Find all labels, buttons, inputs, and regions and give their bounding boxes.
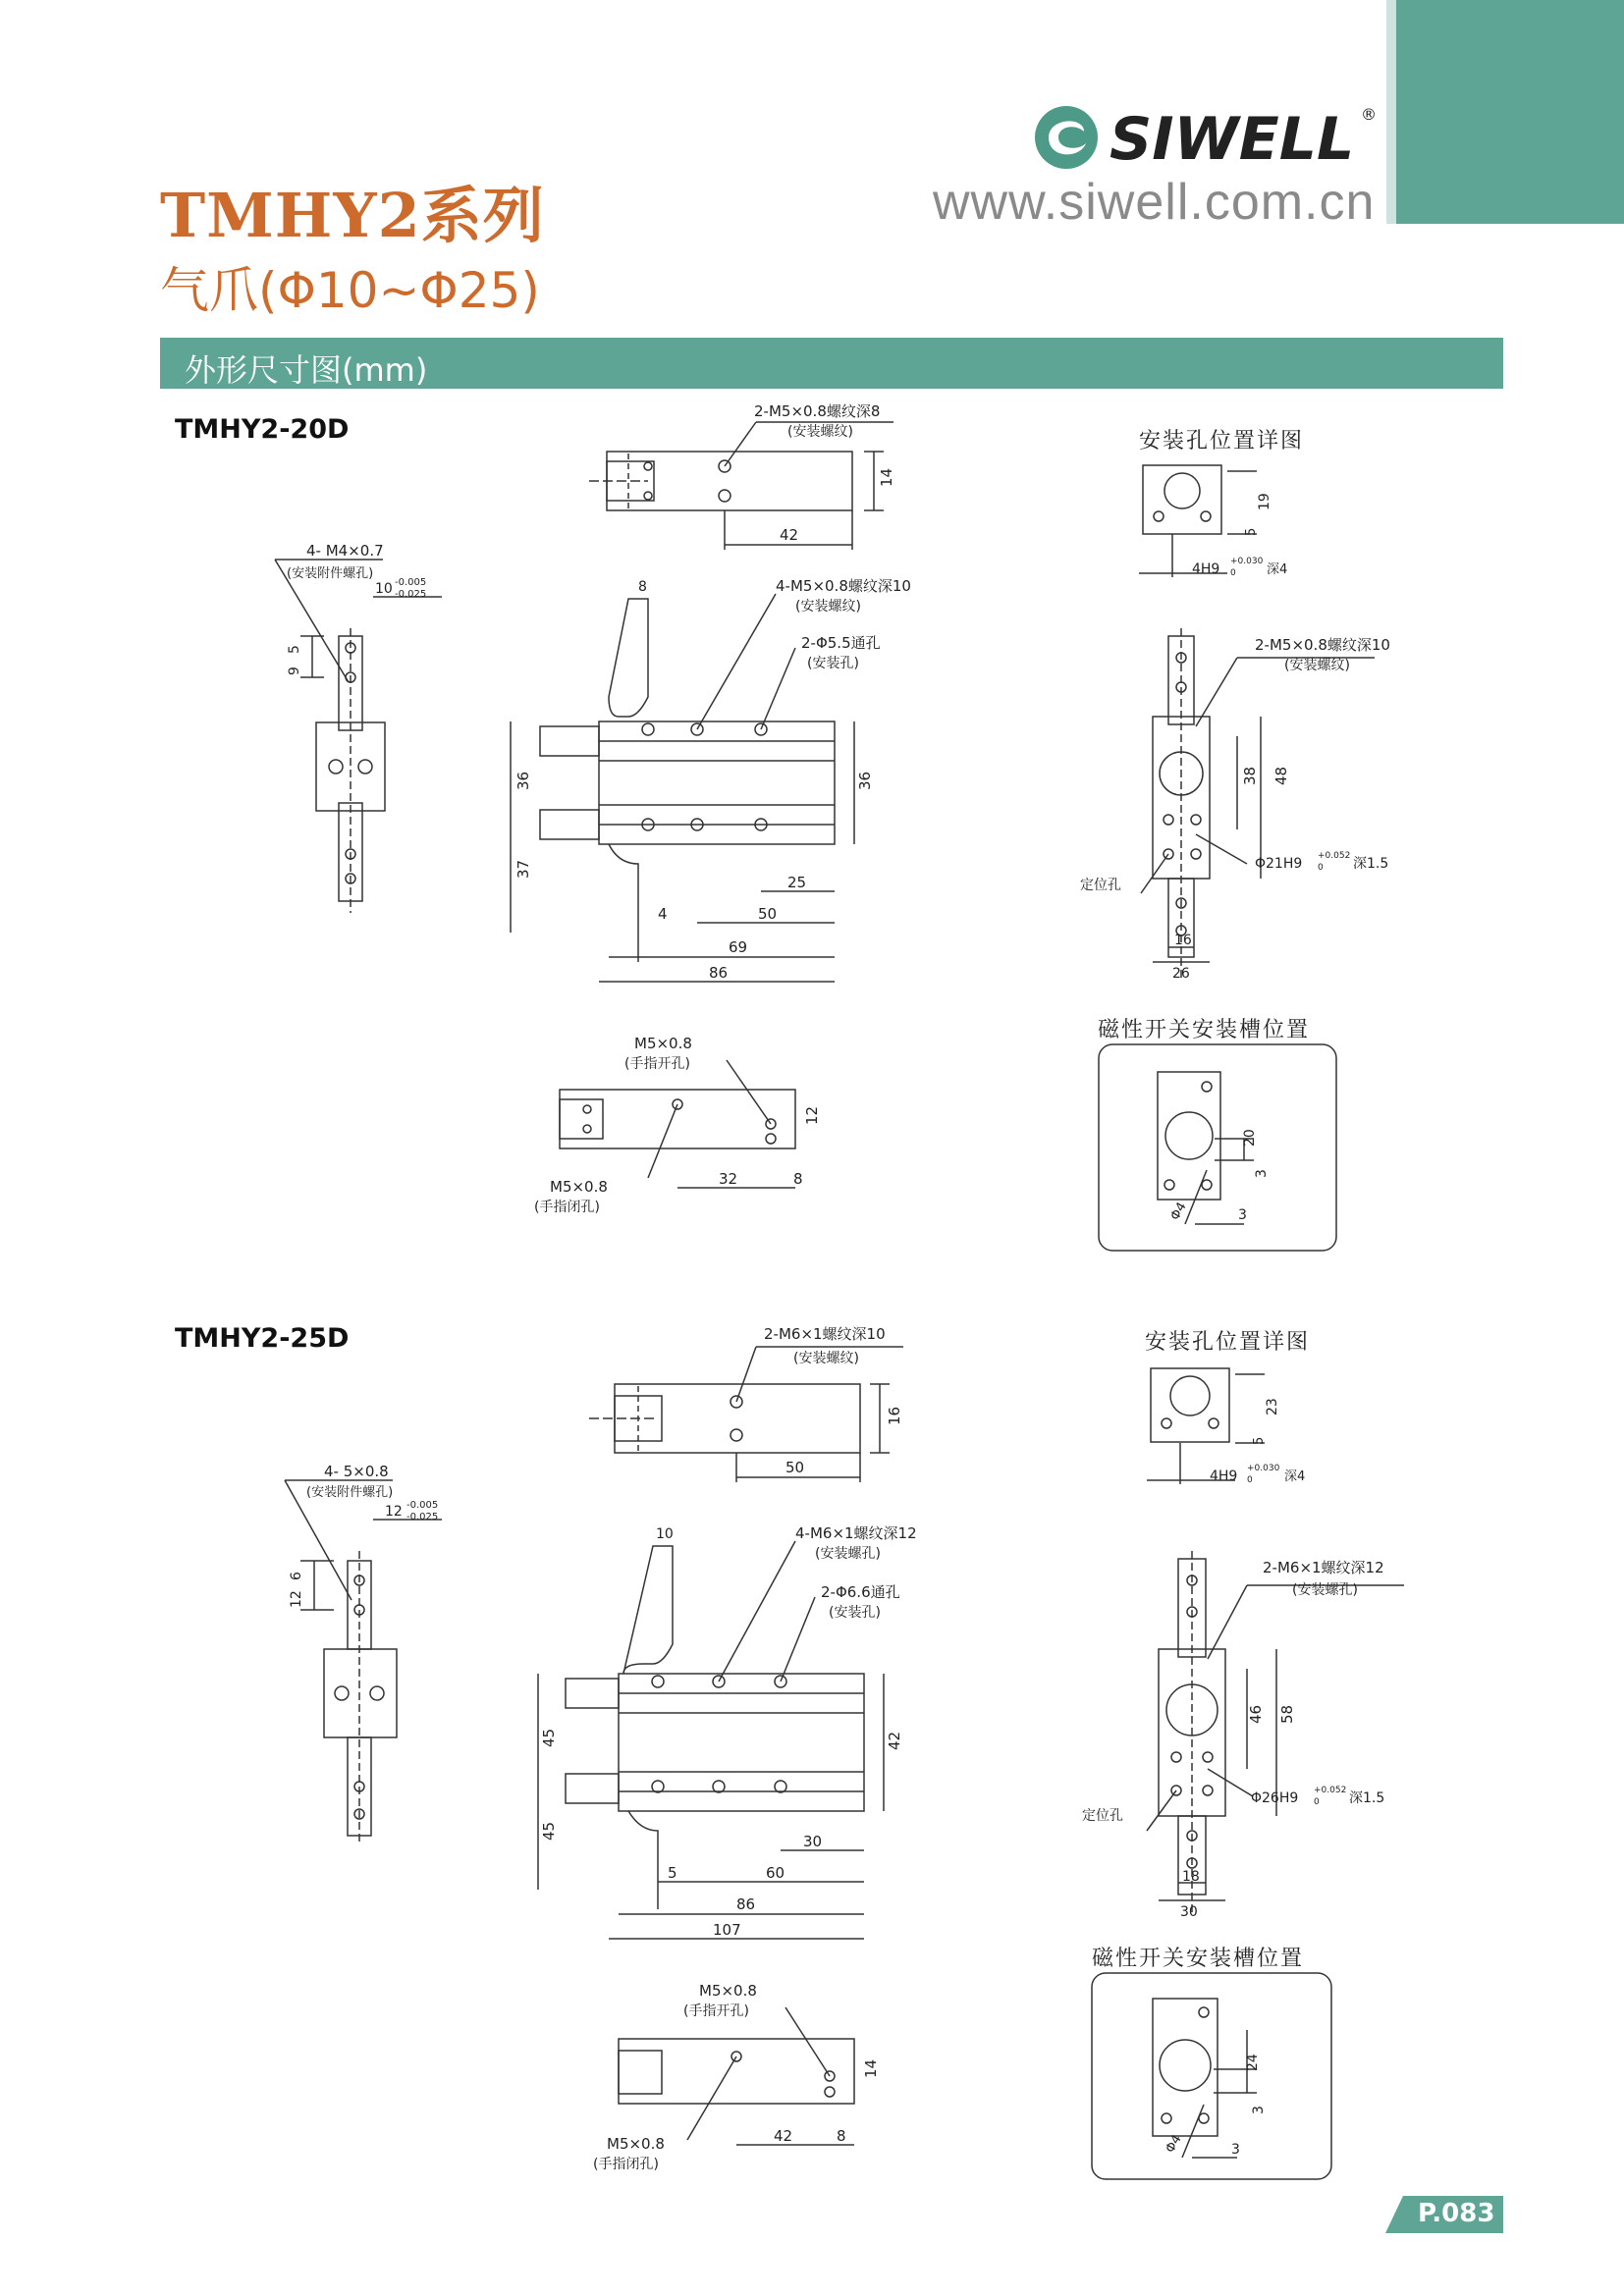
main-dim-d69-20: 69 [729,938,748,956]
top-dim-h-25: 16 [886,1406,903,1425]
side-dim-a-20: 5 [287,645,302,654]
side-callout-25: 4- 5×0.8 [324,1463,389,1480]
finger-open-note-20: (手指开孔) [624,1056,690,1072]
main-dim-d50-20: 50 [758,905,778,923]
main-dim-left-lower-20: 37 [514,859,532,879]
main-dim-d4-20: 4 [658,905,668,923]
end-locating-25: 定位孔 [1082,1808,1123,1824]
switch-slot-20 [1097,1042,1338,1253]
main-dim-d69-25: 86 [736,1896,756,1913]
main-callout-1-note-25: (安装螺孔) [815,1546,881,1562]
end-dim-b-20: 48 [1272,766,1290,785]
switch-slot-25 [1090,1971,1333,2181]
finger-dim-h-25: 14 [862,2058,880,2078]
side-callout-note-25: (安装附件螺孔) [306,1485,394,1500]
main-dim-d25-20: 25 [787,874,807,891]
end-bore-25: Φ26H9 [1251,1790,1299,1806]
main-dim-left-upper-25: 45 [540,1728,558,1747]
end-w-inner-20: 16 [1174,933,1192,948]
finger-open-note-25: (手指开孔) [683,2003,749,2019]
end-callout-25: 2-M6×1螺纹深12 [1263,1559,1384,1576]
switch-dim-b-20: 3 [1254,1169,1270,1178]
side-tol-25: 12 [385,1504,403,1520]
main-callout-2-25: 2-Φ6.6通孔 [821,1583,900,1601]
finger-close-note-25: (手指闭孔) [593,2157,659,2172]
mount-detail-title-25: 安装孔位置详图 [1145,1330,1311,1355]
main-dim-left-lower-25: 45 [540,1821,558,1841]
mount-dim-b-25: 5 [1252,1436,1267,1445]
end-bore-20: Φ21H9 [1255,856,1303,872]
switch-dia-20: Φ4 [1167,1200,1190,1223]
mount-tol-lower-25: 0 [1247,1475,1253,1485]
switch-dim-c-25: 3 [1231,2142,1240,2158]
end-locating-20: 定位孔 [1080,878,1121,893]
main-dim-left-upper-20: 36 [514,771,532,790]
main-dim-d25-25: 30 [803,1833,823,1850]
series-subtitle: 气爪(Φ10~Φ25) [160,262,540,319]
mount-depth-25: 深4 [1284,1469,1306,1484]
mount-detail-title-20: 安装孔位置详图 [1139,429,1305,454]
finger-open-port-20: M5×0.8 [634,1035,692,1052]
end-bore-tol-upper-20: +0.052 [1318,851,1351,861]
main-callout-1-25: 4-M6×1螺纹深12 [795,1524,917,1542]
end-callout-note-20: (安装螺纹) [1284,658,1350,673]
side-callout-20: 4- M4×0.7 [306,542,384,560]
main-view-20 [501,569,952,1001]
finger-open-port-25: M5×0.8 [699,1982,757,2000]
finger-dim-a-20: 32 [719,1170,738,1188]
end-bore-tol-lower-25: 0 [1314,1797,1320,1807]
finger-dim-b-20: 8 [793,1170,803,1188]
mount-detail-25 [1137,1355,1333,1492]
brand-name: SIWELL [1110,105,1355,174]
side-callout-note-20: (安装附件螺孔) [287,566,374,581]
series-title: TMHY2系列 [160,180,545,251]
finger-view-25 [589,1978,923,2174]
finger-dim-a-25: 42 [774,2127,793,2145]
main-dim-d86-20: 86 [709,964,729,982]
end-w-inner-25: 18 [1182,1869,1200,1885]
side-tol-upper-20: -0.005 [395,577,427,588]
page-number: P.083 [1418,2199,1495,2228]
main-callout-2-note-25: (安装孔) [829,1605,881,1621]
end-w-outer-25: 30 [1180,1904,1198,1920]
side-dim-a-25: 6 [289,1572,304,1580]
main-view-25 [530,1517,982,1949]
mount-tol-lower-20: 0 [1230,568,1236,578]
switch-dim-a-20: 20 [1242,1129,1258,1147]
switch-dim-a-25: 24 [1245,2054,1261,2071]
finger-dim-h-20: 12 [803,1105,821,1125]
main-dim-right-25: 42 [886,1731,903,1750]
finger-close-note-20: (手指闭孔) [534,1200,600,1215]
mount-tol-upper-20: +0.030 [1230,557,1264,566]
switch-dim-b-25: 3 [1251,2106,1267,2114]
top-dim-w-25: 50 [785,1459,805,1476]
top-callout-20: 2-M5×0.8螺纹深8 [754,402,881,420]
main-callout-1-20: 4-M5×0.8螺纹深10 [776,577,911,595]
header-accent-strip [1386,0,1396,224]
switch-slot-title-20: 磁性开关安装槽位置 [1098,1018,1311,1042]
top-callout-note-20: (安装螺纹) [787,424,853,440]
end-view-25 [1070,1551,1424,1924]
side-view-20 [265,530,461,933]
top-view-25 [579,1325,933,1492]
mount-tol-upper-25: +0.030 [1247,1464,1280,1473]
mount-callout-20: 4H9 [1192,561,1220,577]
main-dim-d86-25: 107 [713,1921,741,1939]
mount-detail-20 [1129,452,1326,589]
end-view-20 [1070,628,1424,991]
end-callout-note-25: (安装螺孔) [1292,1582,1358,1598]
top-dim-w-20: 42 [780,526,799,544]
side-tol-20: 10 [375,581,393,597]
side-view-25 [265,1453,461,1865]
registered-mark: ® [1361,105,1377,124]
end-dim-a-20: 38 [1241,766,1259,785]
finger-view-20 [530,1031,864,1227]
switch-dia-25: Φ4 [1163,2132,1185,2156]
main-dim-top-20: 8 [638,579,647,595]
side-dim-b-20: 9 [287,667,302,675]
mount-dim-a-20: 19 [1257,493,1272,510]
top-callout-25: 2-M6×1螺纹深10 [764,1325,886,1343]
main-callout-1-note-20: (安装螺纹) [795,599,861,614]
main-callout-2-note-20: (安装孔) [807,656,859,671]
end-dim-a-25: 46 [1247,1704,1265,1724]
side-tol-lower-25: -0.025 [406,1512,439,1522]
mount-dim-b-20: 5 [1244,527,1259,536]
end-bore-depth-25: 深1.5 [1349,1790,1385,1806]
main-dim-d4-25: 5 [668,1864,677,1882]
switch-dim-c-20: 3 [1238,1207,1247,1223]
finger-close-port-20: M5×0.8 [550,1178,608,1196]
switch-slot-title-25: 磁性开关安装槽位置 [1092,1947,1305,1971]
main-dim-right-20: 36 [856,771,874,790]
finger-dim-b-25: 8 [837,2127,846,2145]
end-bore-tol-lower-20: 0 [1318,863,1324,873]
mount-depth-20: 深4 [1267,562,1288,577]
model-title-20: TMHY2-20D [175,414,350,445]
main-dim-top-25: 10 [656,1526,674,1542]
side-tol-lower-20: -0.025 [395,589,427,600]
swirl-logo-icon [1035,106,1098,169]
top-dim-h-20: 14 [878,467,895,487]
end-bore-tol-upper-25: +0.052 [1314,1786,1347,1795]
main-dim-d50-25: 60 [766,1864,785,1882]
mount-dim-a-25: 23 [1265,1398,1280,1415]
section-title: 外形尺寸图(mm) [185,351,428,389]
siwell-logo [1029,98,1382,177]
finger-close-port-25: M5×0.8 [607,2135,665,2153]
top-view-20 [579,402,933,560]
website-url: www.siwell.com.cn [933,174,1376,231]
end-dim-b-25: 58 [1278,1704,1296,1724]
end-bore-depth-20: 深1.5 [1353,856,1389,872]
end-callout-20: 2-M5×0.8螺纹深10 [1255,636,1390,654]
end-w-outer-20: 26 [1172,966,1190,982]
header-accent-block [1396,0,1624,224]
model-title-25: TMHY2-25D [175,1323,350,1354]
side-dim-b-25: 12 [289,1590,304,1608]
mount-callout-25: 4H9 [1210,1468,1238,1484]
side-tol-upper-25: -0.005 [406,1500,439,1511]
top-callout-note-25: (安装螺纹) [793,1351,859,1366]
main-callout-2-20: 2-Φ5.5通孔 [801,634,881,652]
